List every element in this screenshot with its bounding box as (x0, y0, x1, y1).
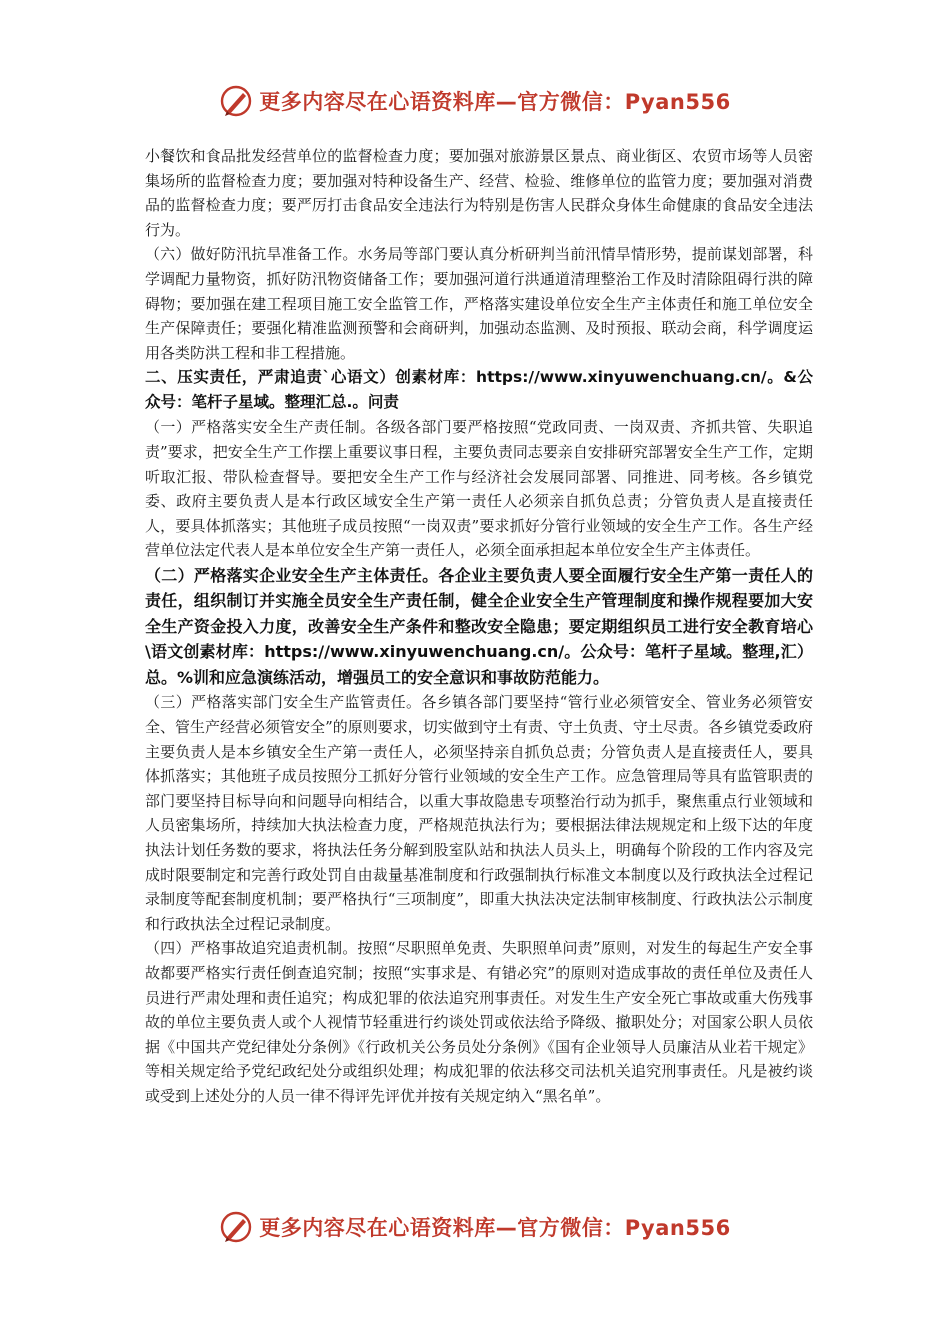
section-heading-responsibility: 二、压实责任，严肃追责`心语文）创素材库：https://www.xinyuwenchuang.cn/。&公众号：笔杆子星域。整理汇总.。问责 (145, 368, 813, 412)
paragraph-flood-prevention: （六）做好防汛抗旱准备工作。水务局等部门要认真分析研判当前汛情旱情形势，提前谋划部署，科学调配力量物资，抓好防汛物资储备工作；要加强河道行洪通道清理整治工作及时清除阻碍行洪的障碍物；要加强在建工程项目施工安全监管工作，严格落实建设单位安全生产主体责任和施工单位安全生产保障责任；要强化精准监测预警和会商研判，加强动态监测、及时预报、联动会商，科学调度运用各类防洪工程和非工程措施。 (145, 245, 813, 362)
paragraph-department-supervision: （三）严格落实部门安全生产监管责任。各乡镇各部门要坚持“管行业必须管安全、管业务必须管安全、管生产经营必须管安全”的原则要求，切实做到守土有责、守土负责、守土尽责。各乡镇党委政府主要负责人是本乡镇安全生产第一责任人，必须坚持亲自抓负总责；分管负责人是直接责任人，要具体抓落实；其他班子成员按照分工抓好分管行业领域的安全生产工作。应急管理局等具有监管职责的部门要坚持目标导向和问题导向相结合，以重大事故隐患专项整治行动为抓手，聚焦重点行业领域和人员密集场所，持续加大执法检查力度，严格规范执法行为；要根据法律法规规定和上级下达的年度执法计划任务数的要求，将执法任务分解到股室队站和执法人员头上，明确每个阶段的工作内容及完成时限要制定和完善行政处罚自由裁量基准制度和行政强制执行标准文本制度以及行政执法全过程记录制度等配套制度机制；要严格执行“三项制度”，即重大执法决定法制审核制度、行政执法公示制度和行政执法全过程记录制度。 (145, 693, 813, 933)
header-banner (0, 84, 950, 118)
document-body (145, 144, 813, 1109)
paragraph-food-safety: 小餐饮和食品批发经营单位的监督检查力度；要加强对旅游景区景点、商业街区、农贸市场等人员密集场所的监督检查力度；要加强对特种设备生产、经营、检验、维修单位的监管力度；要加强对消费品的监督检查力度；要严厉打击食品安全违法行为特别是伤害人民群众身体生命健康的食品安全违法行为。 (145, 147, 813, 239)
paragraph-enterprise-responsibility: （二）严格落实企业安全生产主体责任。各企业主要负责人要全面履行安全生产第一责任人的责任，组织制订并实施全员安全生产责任制，健全企业安全生产管理制度和操作规程要加大安全生产资金投入力度，改善安全生产条件和整改安全隐患；要定期组织员工进行安全教育培心\语文创素材库：https://www.xinyuwenchuang.cn/。公众号：笔杆子星域。整理,汇）总。%训和应急演练活动，增强员工的安全意识和事故防范能力。 (145, 565, 813, 687)
pen-logo-icon (219, 1210, 253, 1244)
banner-text: 更多内容尽在心语资料库—官方微信：Pyan556 (259, 90, 731, 114)
paragraph-responsibility-system: （一）严格落实安全生产责任制。各级各部门要严格按照“党政同责、一岗双责、齐抓共管、失职追责”要求，把安全生产工作摆上重要议事日程，主要负责同志要亲自安排研究部署安全生产工作，定期听取汇报、带队检查督导。要把安全生产工作与经济社会发展同部署、同推进、同考核。各乡镇党委、政府主要负责人是本行政区域安全生产第一责任人必须亲自抓负总责；分管负责人是直接责任人，要具体抓落实；其他班子成员按照“一岗双责”要求抓好分管行业领域的安全生产工作。各生产经营单位法定代表人是本单位安全生产第一责任人，必须全面承担起本单位安全生产主体责任。 (145, 418, 813, 560)
paragraph-accountability: （四）严格事故追究追责机制。按照“尽职照单免责、失职照单问责”原则，对发生的每起生产安全事故都要严格实行责任倒查追究制；按照“实事求是、有错必究”的原则对造成事故的责任单位及责任人员进行严肃处理和责任追究；构成犯罪的依法追究刑事责任。对发生生产安全死亡事故或重大伤残事故的单位主要负责人或个人视情节轻重进行约谈处罚或依法给予降级、撤职处分；对国家公职人员依据《中国共产党纪律处分条例》《行政机关公务员处分条例》《国有企业领导人员廉洁从业若干规定》等相关规定给予党纪政纪处分或组织处理；构成犯罪的依法移交司法机关追究刑事责任。凡是被约谈或受到上述处分的人员一律不得评先评优并按有关规定纳入“黑名单”。 (145, 939, 813, 1105)
banner-text: 更多内容尽在心语资料库—官方微信：Pyan556 (259, 1216, 731, 1240)
footer-banner (0, 1210, 950, 1244)
pen-logo-icon (219, 84, 253, 118)
